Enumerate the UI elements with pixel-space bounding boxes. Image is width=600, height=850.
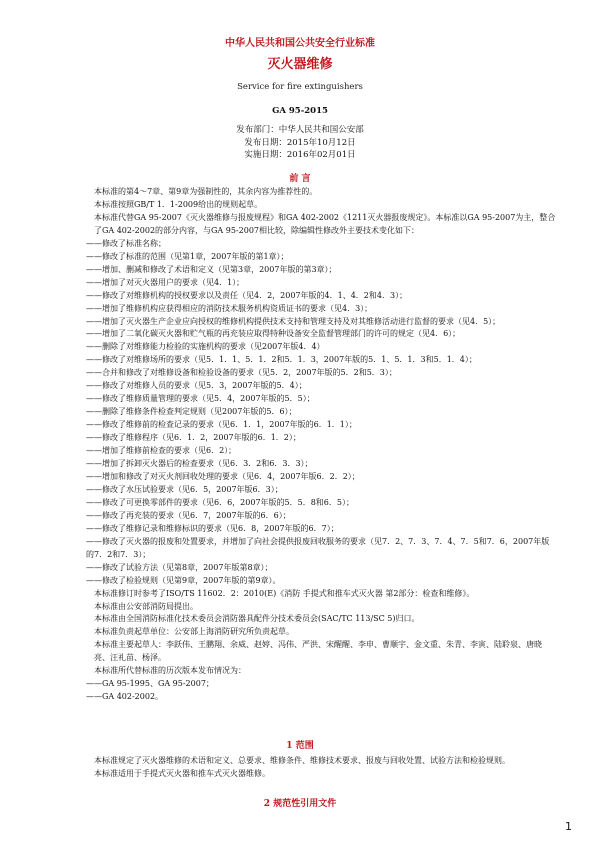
list-item: ——修改了再充装的要求（见6．7，2007年版的6．6）； [86, 510, 291, 520]
list-item: ——修改了水压试验要求（见6．5，2007年版6．3）； [86, 484, 283, 494]
list-item: ——修改了标准名称； [86, 238, 166, 248]
standard-type-heading: 中华人民共和国公共安全行业标准 [225, 38, 375, 49]
list-item: ——增加了维修前检查的要求（见6．2）； [86, 446, 237, 456]
list-item: ——修改了对维修机构的授权要求以及责任（见4．2，2007年版的4．1、4．2和4．3）； [86, 290, 408, 300]
list-item: ——增加和修改了对灭火剂回收处理的要求（见6．4，2007年版6．2．2）； [86, 471, 360, 481]
normative-references-heading: 2 规范性引用文件 [263, 799, 337, 809]
paragraph: 本标准修订时参考了ISO/TS 11602．2：2010(E)《消防 手提式和推车式灭火器 第2部分：检查和维修》。 [94, 588, 475, 598]
paragraph: 本标准规定了灭火器维修的术语和定义、总要求、维修条件、维修技术要求、报废与回收处置、试验方法和检验规则。 [94, 756, 510, 765]
scope-heading: 1 范围 [286, 741, 314, 751]
scope-body [86, 755, 556, 781]
paragraph: 本标准适用于手提式灭火器和推车式灭火器维修。 [94, 768, 270, 778]
list-item: ——修改了维修记录和维修标识的要求（见6．8，2007年版的6．7）； [86, 523, 339, 533]
standard-code: GA 95-2015 [272, 106, 328, 116]
list-item: ——修改了试验方法（见第8章，2007年版第8章）； [86, 562, 273, 572]
list-item: ——修改了对维修场所的要求（见5．1．1、5．1．2和5．1．3，2007年版的5．1、5．1．3和5．1．4）； [86, 355, 477, 365]
list-item: ——修改了维修程序（见6．1．2，2007年版的6．1．2）； [86, 433, 301, 443]
list-item: ——增加了维修机构应获得相应的消防技术服务机构资质证书的要求（见4．3）； [86, 303, 373, 313]
list-item: ——修改了灭火器的报废和处置要求，并增加了向社会提供报废回收服务的要求（见7．2、7．3、7．4、7．5和7．6，2007年版的7．2和7．3）； [86, 536, 550, 559]
paragraph: 本标准按照GB/T 1．1-2009给出的规则起草。 [94, 199, 263, 209]
paragraph: 本标准所代替标准的历次版本发布情况为： [94, 666, 246, 676]
publication-meta [0, 124, 600, 162]
list-item: ——合并和修改了对维修设备和检验设备的要求（见5．2，2007年版的5．2和5．3）； [86, 368, 397, 378]
effective-date: 实施日期：2016年02月01日 [244, 150, 356, 160]
foreword-heading: 前 言 [289, 174, 311, 184]
list-item: ——修改了维修前的检查记录的要求（见6．1．1，2007年版的6．1．1）； [86, 420, 357, 430]
list-item: ——增加了拆卸灭火器后的检查要求（见6．3．2和6．3．3）； [86, 459, 313, 469]
list-item: ——修改了标准的范围（见第1章，2007年版的第1章）； [86, 251, 289, 261]
list-item: ——增加了灭火器生产企业应向授权的维修机构提供技术支持和管理支持及对其维修活动进行监督的要求（见4．5）； [86, 316, 501, 326]
list-item: ——增加、删减和修改了术语和定义（见第3章，2007年版的第3章）； [86, 264, 337, 274]
english-title: Service for fire extinguishers [237, 82, 363, 92]
paragraph: 本标准负责起草单位：公安部上海消防研究所负责起草。 [94, 627, 294, 637]
paragraph: 本标准代替GA 95-2007《灭火器维修与报废规程》和GA 402-2002《1211灭火器报废规定》。本标准以GA 95-2007为主，整合了GA 402-2002的部分内容，与GA 95-2007相比较，除编辑性修改外主要技术变化如下： [94, 212, 556, 235]
list-item: ——GA 95-1995、GA 95-2007； [86, 679, 214, 689]
document-title: 灭火器维修 [267, 57, 333, 72]
issuing-department: 发布部门：中华人民共和国公安部 [236, 125, 364, 135]
list-item: ——删除了维修条件检查判定规则（见2007年版的5．6）； [86, 407, 297, 417]
list-item: ——修改了维修质量管理的要求（见5．4，2007年版的5．5）； [86, 394, 315, 404]
issue-date: 发布日期：2015年10月12日 [244, 137, 356, 148]
paragraph: 本标准主要起草人：李跃伟、王鹏翔、余威、赵婷、冯伟、严洪、宋醒醒、李申、曹顺宇、金文重、朱青、李寅、陆聆泉、唐晓亮、汪礼苗、杨泽。 [94, 640, 542, 663]
paragraph: 本标准由公安部消防局提出。 [94, 601, 198, 611]
page-number: 1 [565, 820, 572, 833]
foreword-body [86, 186, 556, 704]
paragraph: 本标准的第4～7章、第9章为强制性的，其余内容为推荐性的。 [94, 187, 318, 196]
paragraph: 本标准由全国消防标准化技术委员会消防器具配件分技术委员会(SAC/TC 113/SC 5)归口。 [94, 614, 420, 624]
list-item: ——增加了二氧化碳灭火器和贮气瓶的再充装应取得特种设备安全监督管理部门的许可的规定（见4．6）； [86, 329, 461, 339]
list-item: ——删除了对维修能力检验的实施机构的要求（见2007年版4．4） [86, 342, 325, 352]
list-item: ——修改了可更换零部件的要求（见6．6，2007年版的5．5．8和6．5）； [86, 497, 354, 507]
list-item: ——修改了检验规则（见第9章，2007年版的第9章）。 [86, 575, 281, 585]
list-item: ——GA 402-2002。 [86, 692, 164, 702]
list-item: ——增加了对灭火器用户的要求（见4．1）； [86, 277, 245, 287]
list-item: ——修改了对维修人员的要求（见5．3，2007年版的5．4）； [86, 381, 307, 391]
